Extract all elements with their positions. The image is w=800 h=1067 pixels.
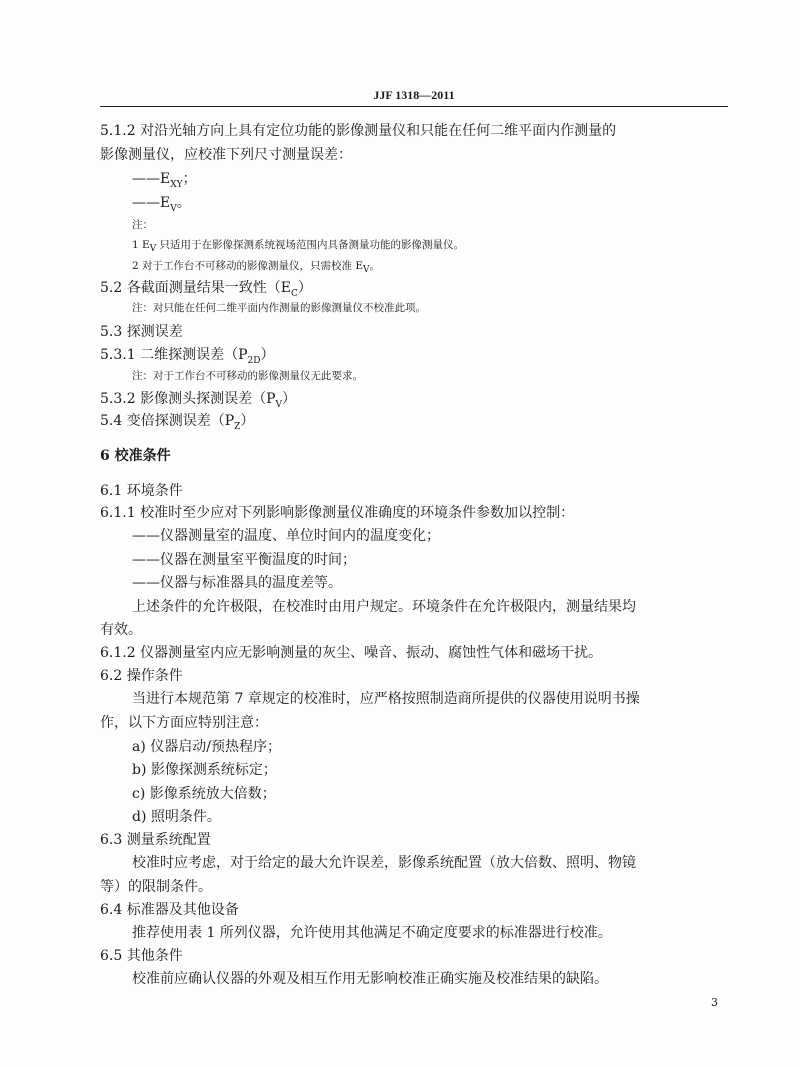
section-heading: 5.3.2 影像测头探测误差$(P_V)$ bbox=[100, 391, 296, 410]
text-line: 影像测量仪，应校准下列尺寸测量误差： bbox=[100, 147, 352, 163]
section-heading: 5.2 各截面测量结果一致性$(E_C)$ bbox=[100, 280, 312, 299]
section-heading: 6.1 环境条件 bbox=[100, 483, 183, 499]
text-line: 5.1.2 对沿光轴方向上具有定位功能的影像测量仪和只能在任何二维平面内作测量的 bbox=[100, 123, 617, 139]
section-heading: 5.3.1 二维探测误差$(P_{2D})$ bbox=[100, 347, 275, 366]
header-rule bbox=[100, 106, 728, 107]
text-line: $——E_{XY}$； bbox=[132, 171, 197, 190]
note-item: 1 $E_V$ 只适用于在影像探测系统视场范围内具备测量功能的影像测量仪。 bbox=[132, 239, 465, 255]
list-item: c) 影像系统放大倍数； bbox=[132, 786, 276, 802]
document-code: JJF 1318—2011 bbox=[373, 88, 455, 102]
list-item: a) 仪器启动/预热程序； bbox=[132, 739, 281, 755]
text-line: 上述条件的允许极限，在校准时由用户规定。环境条件在允许极限内，测量结果均 bbox=[132, 599, 636, 615]
list-item: d) 照明条件。 bbox=[132, 809, 221, 825]
text-line: 校准前应确认仪器的外观及相互作用无影响校准正确实施及校准结果的缺陷。 bbox=[132, 971, 608, 987]
text-line: 校准时应考虑，对于给定的最大允许误差，影像系统配置（放大倍数、照明、物镜 bbox=[132, 855, 636, 871]
section-heading: 5.3 探测误差 bbox=[100, 324, 183, 340]
list-item: ——仪器测量室的温度、单位时间内的温度变化； bbox=[132, 528, 440, 544]
section-heading: 6.5 其他条件 bbox=[100, 948, 183, 964]
text-line: 6.1.2 仪器测量室内应无影响测量的灰尘、噪音、振动、腐蚀性气体和磁场干扰。 bbox=[100, 645, 603, 661]
note-item: 注：对于工作台不可移动的影像测量仪无此要求。 bbox=[132, 370, 363, 382]
text-line: 作，以下方面应特别注意： bbox=[100, 715, 268, 731]
text-line: $——E_V$。 bbox=[132, 195, 191, 214]
section-heading: 6.4 标准器及其他设备 bbox=[100, 902, 239, 918]
section-heading: 6.2 操作条件 bbox=[100, 668, 183, 684]
section-heading: 5.4 变倍探测误差$(P_Z)$ bbox=[100, 413, 255, 432]
text-line: 6.1.1 校准时至少应对下列影响影像测量仪准确度的环境条件参数加以控制： bbox=[100, 505, 575, 521]
text-line: 有效。 bbox=[100, 622, 142, 638]
chapter-heading: 6 校准条件 bbox=[100, 448, 171, 464]
list-item: b) 影像探测系统标定； bbox=[132, 762, 277, 778]
note-label: 注： bbox=[132, 219, 153, 231]
note-item: 2 对于工作台不可移动的影像测量仪，只需校准 $E_V$。 bbox=[132, 260, 381, 276]
text-line: 等）的限制条件。 bbox=[100, 879, 212, 895]
page-number: 3 bbox=[711, 996, 718, 1009]
text-line: 推荐使用表 1 所列仪器，允许使用其他满足不确定度要求的标准器进行校准。 bbox=[132, 925, 612, 941]
list-item: ——仪器在测量室平衡温度的时间； bbox=[132, 552, 356, 568]
list-item: ——仪器与标准器具的温度差等。 bbox=[132, 575, 342, 591]
note-item: 注：对只能在任何二维平面内作测量的影像测量仪不校准此项。 bbox=[132, 302, 426, 314]
text-line: 当进行本规范第 7 章规定的校准时，应严格按照制造商所提供的仪器使用说明书操 bbox=[132, 691, 640, 707]
section-heading: 6.3 测量系统配置 bbox=[100, 832, 211, 848]
